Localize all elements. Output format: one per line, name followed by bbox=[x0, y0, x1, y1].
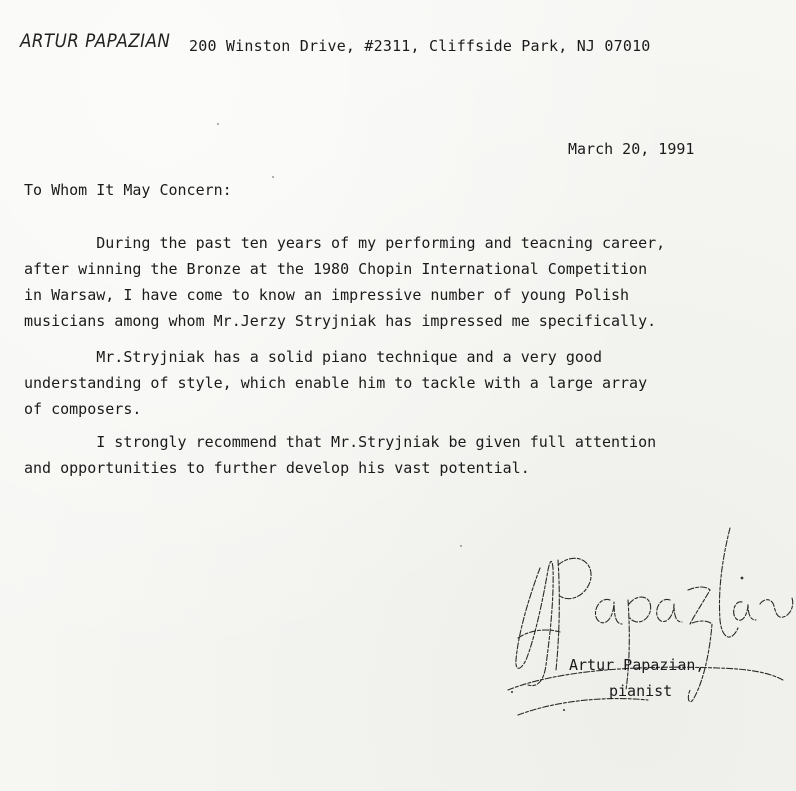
paragraph-line: understanding of style, which enable him to tackle with a large array bbox=[24, 374, 648, 392]
letterhead-address: 200 Winston Drive, #2311, Cliffside Park, NJ 07010 bbox=[189, 37, 651, 55]
signatory-title: pianist bbox=[609, 682, 673, 700]
paragraph-line: in Warsaw, I have come to know an impressive number of young Polish bbox=[24, 286, 630, 304]
signatory-name: Artur Papazian, bbox=[569, 656, 705, 674]
paragraph-line: after winning the Bronze at the 1980 Chopin International Competition bbox=[24, 260, 648, 278]
paper-speck bbox=[217, 123, 219, 125]
paragraph-line: During the past ten years of my performing and teacning career, bbox=[24, 234, 666, 252]
paragraph-2 bbox=[24, 344, 647, 422]
paragraph-line: Mr.Stryjniak has a solid piano technique and a very good bbox=[24, 348, 602, 366]
paragraph-line: musicians among whom Mr.Jerzy Stryjniak has impressed me specifically. bbox=[24, 312, 657, 330]
paragraph-line: and opportunities to further develop his vast potential. bbox=[24, 459, 530, 477]
paragraph-line: I strongly recommend that Mr.Stryjniak be given full attention bbox=[24, 433, 657, 451]
letter-date: March 20, 1991 bbox=[568, 140, 695, 158]
letterhead-name: ARTUR PAPAZIAN bbox=[20, 30, 171, 52]
paragraph-3 bbox=[24, 429, 656, 481]
paper-speck bbox=[272, 176, 274, 178]
paragraph-1 bbox=[24, 230, 665, 334]
salutation: To Whom It May Concern: bbox=[24, 181, 232, 199]
paper-speck bbox=[460, 545, 462, 547]
paragraph-line: of composers. bbox=[24, 400, 142, 418]
